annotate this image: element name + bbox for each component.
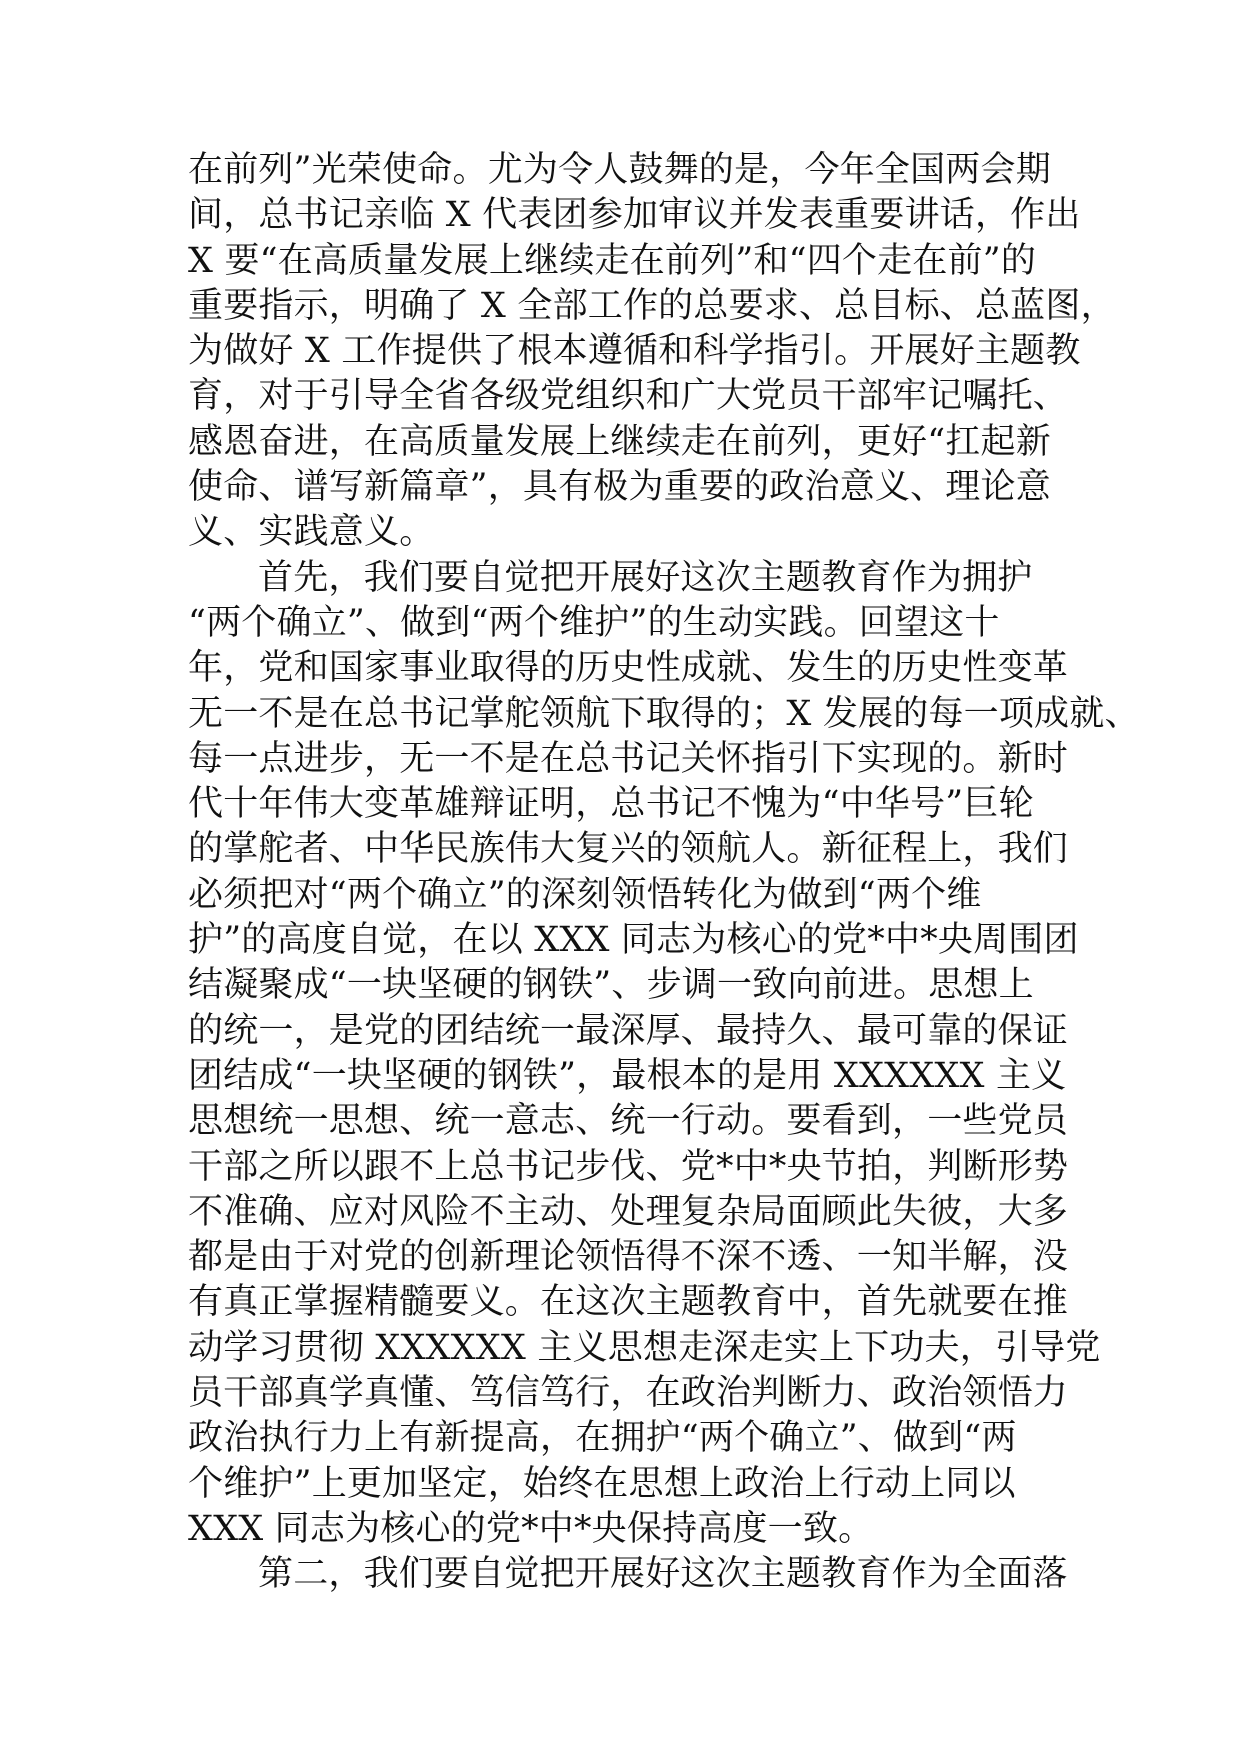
- text-line: 有真正掌握精髓要义。在这次主题教育中，首先就要在推: [188, 1282, 1069, 1323]
- text-line: 为做好 X 工作提供了根本遵循和科学指引。开展好主题教: [188, 331, 1081, 372]
- text-line: 团结成“一块坚硬的钢铁”，最根本的是用 XXXXXX 主义: [188, 1055, 1067, 1096]
- text-line: X 要“在高质量发展上继续走在前列”和“四个走在前”的: [188, 240, 1037, 281]
- text-line: 结凝聚成“一块坚硬的钢铁”、步调一致向前进。思想上: [188, 965, 1034, 1006]
- text-line: 育，对于引导全省各级党组织和广大党员干部牢记嘱托、: [188, 376, 1069, 417]
- text-line: 员干部真学真懂、笃信笃行，在政治判断力、政治领悟力: [188, 1373, 1069, 1414]
- text-line: 重要指示，明确了 X 全部工作的总要求、总目标、总蓝图，: [188, 285, 1116, 326]
- text-line: 年，党和国家事业取得的历史性成就、发生的历史性变革: [188, 648, 1069, 689]
- text-line: “两个确立”、做到“两个维护”的生动实践。回望这十: [188, 602, 1000, 643]
- text-line: 动学习贯彻 XXXXXX 主义思想走深走实上下功夫，引导党: [188, 1327, 1101, 1368]
- text-line: 必须把对“两个确立”的深刻领悟转化为做到“两个维: [188, 874, 982, 915]
- text-line: 护”的高度自觉，在以 XXX 同志为核心的党*中*央周围团: [188, 920, 1079, 961]
- text-line: 不准确、应对风险不主动、处理复杂局面顾此失彼，大多: [188, 1191, 1069, 1232]
- text-line: 间，总书记亲临 X 代表团参加审议并发表重要讲话，作出: [188, 195, 1081, 236]
- text-line: 政治执行力上有新提高，在拥护“两个确立”、做到“两: [188, 1418, 1017, 1459]
- text-line: 感恩奋进，在高质量发展上继续走在前列，更好“扛起新: [188, 421, 1051, 462]
- paragraph-start-line: 第二，我们要自觉把开展好这次主题教育作为全面落: [258, 1554, 1068, 1595]
- text-line: 个维护”上更加坚定，始终在思想上政治上行动上同以: [188, 1463, 1016, 1504]
- text-line: 都是由于对党的创新理论领悟得不深不透、一知半解，没: [188, 1237, 1069, 1278]
- paragraph-start-line: 首先，我们要自觉把开展好这次主题教育作为拥护: [258, 557, 1033, 598]
- text-line: 代十年伟大变革雄辩证明，总书记不愧为“中华号”巨轮: [188, 784, 1034, 825]
- text-line: 的掌舵者、中华民族伟大复兴的领航人。新征程上，我们: [188, 829, 1069, 870]
- text-line: 义、实践意义。: [188, 512, 435, 553]
- text-line: XXX 同志为核心的党*中*央保持高度一致。: [188, 1508, 874, 1549]
- text-line: 干部之所以跟不上总书记步伐、党*中*央节拍，判断形势: [188, 1146, 1069, 1187]
- text-line: 每一点进步，无一不是在总书记关怀指引下实现的。新时: [188, 738, 1069, 779]
- text-line: 使命、谱写新篇章”，具有极为重要的政治意义、理论意: [188, 467, 1051, 508]
- text-line: 思想统一思想、统一意志、统一行动。要看到，一些党员: [188, 1101, 1069, 1142]
- text-line: 无一不是在总书记掌舵领航下取得的；X 发展的每一项成就、: [188, 693, 1140, 734]
- body-text: [188, 148, 1140, 1598]
- text-line: 的统一，是党的团结统一最深厚、最持久、最可靠的保证: [188, 1010, 1069, 1051]
- text-line: 在前列”光荣使命。尤为令人鼓舞的是，今年全国两会期: [188, 150, 1051, 190]
